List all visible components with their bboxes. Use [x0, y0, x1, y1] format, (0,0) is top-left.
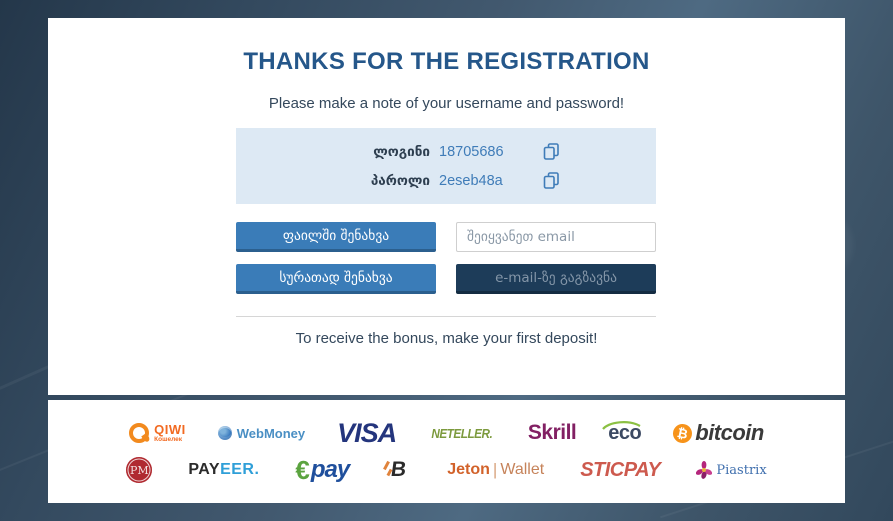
- skrill-name: Skrill: [527, 421, 577, 444]
- perfect-money-circle-icon: [126, 457, 152, 483]
- piastrix-name: Piastrix: [716, 462, 767, 478]
- eco-name: eco: [608, 421, 642, 444]
- bitcoin-icon: ₿: [671, 422, 694, 445]
- epay-logo: [295, 455, 349, 486]
- neteller-name: NETELLER.: [431, 425, 493, 441]
- perfect-money-abbr: PM: [129, 463, 149, 477]
- email-input[interactable]: [456, 222, 656, 252]
- bonus-note: To receive the bonus, make your first deposit!: [295, 330, 598, 347]
- credentials-box: [236, 128, 656, 204]
- payment-row-1: [48, 418, 845, 449]
- copy-login-icon[interactable]: [543, 143, 560, 161]
- divider: [236, 316, 656, 317]
- eco-arc-icon: [600, 418, 642, 430]
- bitcoin-logo: [673, 420, 764, 446]
- send-to-email-button[interactable]: e-mail-ზე გაგზავნა: [456, 264, 656, 294]
- qiwi-subtitle: Кошелек: [154, 435, 183, 443]
- subtitle: Please make a note of your username and password!: [268, 95, 625, 112]
- payeer-name-part2: EER.: [220, 461, 260, 478]
- webmoney-logo: [218, 426, 305, 441]
- login-label: ლოგინი: [373, 143, 430, 160]
- payeer-name-part1: PAY: [188, 461, 221, 478]
- password-value: 2eseb48a: [439, 172, 503, 189]
- qiwi-name: QIWI: [154, 421, 186, 437]
- actions: [236, 222, 656, 294]
- neteller-logo: [428, 426, 496, 441]
- sticpay-logo: [580, 459, 660, 482]
- visa-name: VISA: [337, 417, 397, 448]
- sticpay-name: STICPAY: [580, 458, 661, 481]
- jeton-name-part2: Wallet: [500, 461, 545, 478]
- payment-methods-strip: [48, 400, 845, 503]
- save-as-image-button[interactable]: სურათად შენახვა: [236, 264, 436, 294]
- bitcoin-name: bitcoin: [695, 420, 764, 445]
- registration-card: [48, 18, 845, 395]
- webmoney-globe-icon: [218, 426, 232, 440]
- login-value: 18705686: [439, 143, 504, 160]
- password-row: [236, 172, 656, 190]
- ecopayz-logo: [608, 422, 641, 445]
- page-title: THANKS FOR THE REGISTRATION: [243, 48, 650, 75]
- qiwi-icon: [129, 423, 149, 443]
- jeton-wallet-logo: [447, 460, 544, 480]
- epay-name: pay: [310, 456, 350, 483]
- skrill-logo: [528, 421, 576, 445]
- login-row: [236, 143, 656, 161]
- qiwi-logo: [129, 423, 186, 444]
- jeton-name-part1: Jeton: [447, 461, 490, 478]
- copy-password-icon[interactable]: [543, 172, 560, 190]
- webmoney-name: WebMoney: [236, 425, 306, 441]
- payment-row-2: [48, 455, 845, 486]
- b-pay-name: B: [389, 458, 408, 481]
- epay-euro-icon: €: [295, 454, 310, 485]
- piastrix-logo: [696, 461, 766, 479]
- jeton-separator: |: [492, 460, 498, 479]
- b-pay-logo: [385, 458, 411, 482]
- visa-logo: [337, 418, 396, 449]
- password-label: პაროლი: [370, 172, 430, 189]
- payeer-logo: [188, 461, 259, 479]
- save-to-file-button[interactable]: ფაილში შენახვა: [236, 222, 436, 252]
- perfect-money-logo: [126, 457, 152, 483]
- piastrix-flower-icon: [696, 461, 712, 479]
